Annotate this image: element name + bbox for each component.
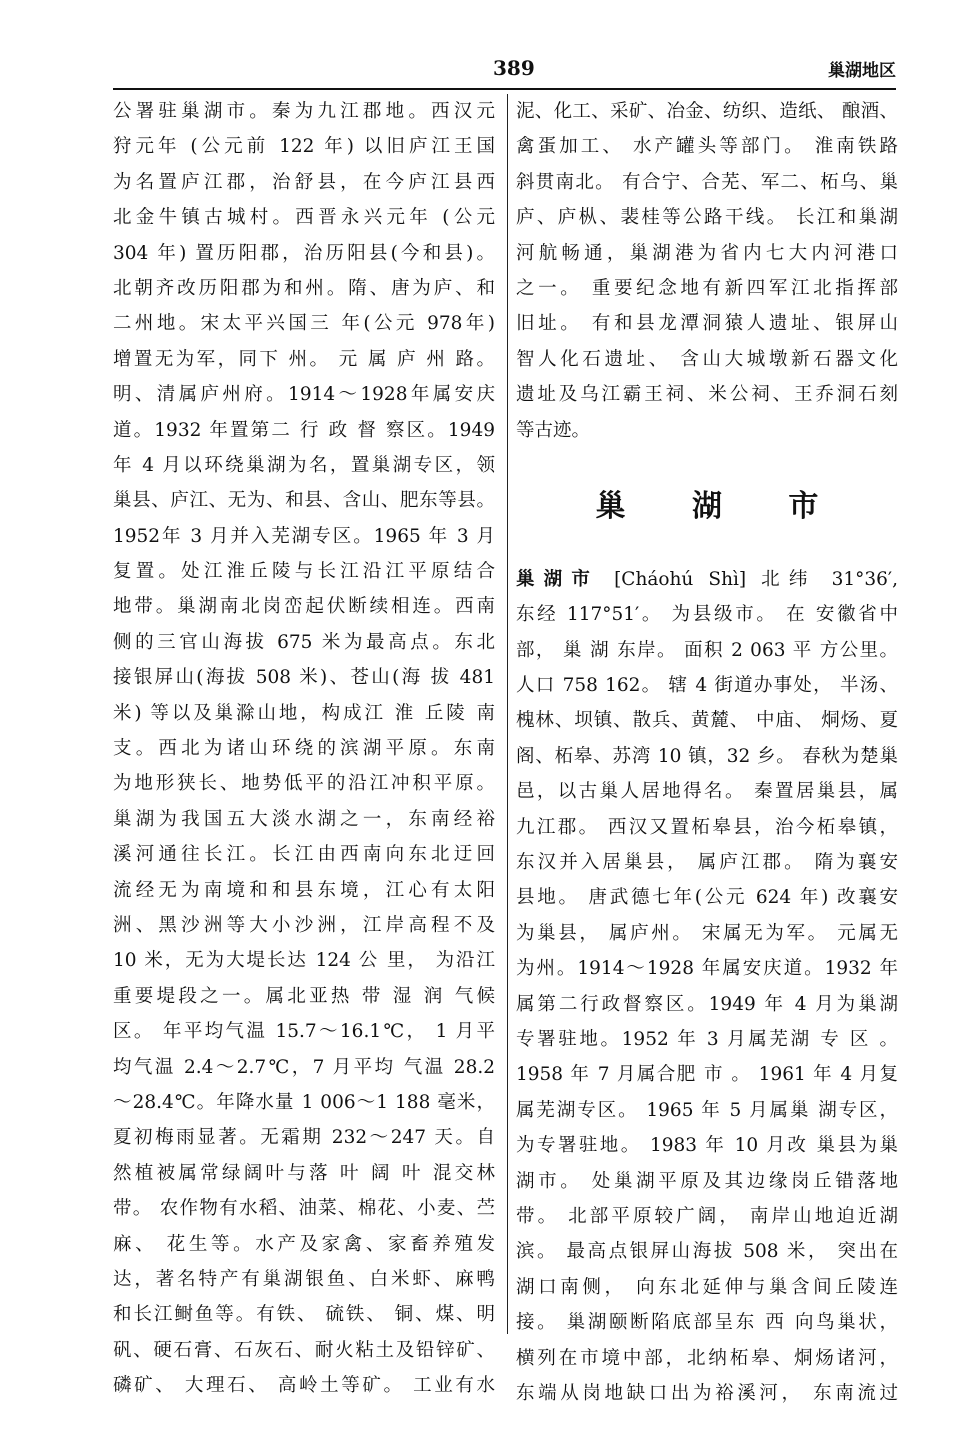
text-line: 九江郡。 西汉又置柘皋县，治今柘皋镇， [516, 816, 898, 838]
text-line: 人口 758 162。 辖 4 街道办事处， 半汤、 [516, 675, 898, 697]
text-line: 河航畅通，巢湖港为省内七大内河港口 [516, 242, 898, 264]
text-line: 矾、硬石膏、石灰石、耐火粘土及铅锌矿、 [113, 1339, 495, 1361]
text-line: 旧址。 有和县龙潭洞猿人遗址、银屏山 [516, 313, 898, 335]
text-line: 东经 117°51′。 为县级市。 在 安徽省中 [516, 604, 898, 626]
text-line: 巢湖为我国五大淡水湖之一，东南经裕 [113, 808, 495, 830]
text-line: 磷矿、 大理石、 高岭土等矿。 工业有水 [113, 1375, 495, 1397]
text-line: 湖市。 处巢湖平原及其边缘岗丘错落地 [516, 1170, 898, 1192]
text-line: 为巢县， 属庐州。 宋属无为军。 元属无 [516, 922, 898, 944]
text-line: 达，著名特产有巢湖银鱼、白米虾、麻鸭 [113, 1268, 495, 1290]
text-line: 属芜湖专区。 1965 年 5 月属巢 湖专区， [516, 1099, 898, 1121]
text-line: 明、清属庐州府。1914～1928年属安庆 [113, 384, 495, 406]
running-title: 巢湖地区 [828, 61, 896, 81]
text-line: 1952年 3 月并入芜湖专区。1965 年 3 月 [113, 525, 495, 547]
text-line: 泥、化工、采矿、冶金、纺织、造纸、 酿酒、 [516, 101, 898, 122]
text-line: 支。西北为诸山环绕的滨湖平原。东南 [113, 738, 495, 760]
text-line: 滨。 最高点银屏山海拔 508 米， 突出在 [516, 1241, 898, 1263]
text-line: 禽蛋加工、 水产罐头等部门。 淮南铁路 [516, 136, 898, 158]
text-line: 均气温 2.4～2.7℃，7 月平均 气温 28.2 [113, 1056, 495, 1078]
left-column [113, 94, 495, 1397]
entry-headword: 巢湖市 [516, 568, 600, 590]
text-line: 侧的三官山海拔 675 米为最高点。东北 [113, 631, 495, 653]
text-line: 斜贯南北。 有合宁、合芜、军二、柘乌、巢 [516, 171, 898, 193]
page-header [113, 56, 896, 86]
text-line: 巢县、庐江、无为、和县、含山、肥东等县。 [113, 490, 495, 512]
text-line: 洲、黑沙洲等大小沙洲，江岸高程不及 [113, 914, 495, 936]
text-line: 横列在市境中部，北纳柘皋、烔炀诸河， [516, 1347, 898, 1369]
text-line: 304 年) 置历阳郡，治历阳县(今和县)。 [113, 242, 495, 264]
text-line: 地带。巢湖南北岗峦起伏断续相连。西南 [113, 596, 495, 618]
text-line: 1958 年 7 月属合肥 市 。 1961 年 4 月复 [516, 1064, 898, 1086]
text-line: 接银屏山(海拔 508 米)、苍山(海 拔 481 [113, 667, 495, 689]
text-line: 然植被属常绿阔叶与落 叶 阔 叶 混交林 [113, 1162, 495, 1184]
text-line: 为州。1914～1928 年属安庆道。1932 年 [516, 958, 898, 980]
text-line: 道。1932 年置第二 行 政 督 察区。1949 [113, 419, 495, 441]
header-rule [113, 88, 896, 90]
text-line: 湖口南侧， 向东北延伸与巢含间丘陵连 [516, 1276, 898, 1298]
text-line: 带。 农作物有水稻、油菜、棉花、小麦、苎 [113, 1198, 495, 1220]
text-line: ～28.4℃。年降水量 1 006～1 188 毫米， [113, 1091, 495, 1113]
text-line: 带。 北部平原较广阔， 南岸山地迫近湖 [516, 1205, 898, 1227]
text-line: 邑，以古巢人居地得名。 秦置居巢县，属 [516, 781, 898, 803]
text-line: 等古迹。 [516, 419, 591, 441]
text-line: 夏初梅雨显著。无霜期 232～247 天。自 [113, 1127, 495, 1149]
text-line: 和长江鲥鱼等。有铁、 硫铁、 铜、煤、明 [113, 1304, 495, 1326]
text-line: 为地形狭长、地势低平的沿江冲积平原。 [113, 773, 495, 795]
text-line: 区。 年平均气温 15.7～16.1℃， 1 月平 [113, 1021, 495, 1043]
text-line: 二州地。宋太平兴国三 年(公元 978年) [113, 313, 495, 335]
text-line: 北金牛镇古城村。西晋永兴元年 (公元 [113, 207, 495, 229]
text-line: 庐、庐枞、裴桂等公路干线。 长江和巢湖 [516, 207, 898, 229]
entry-chaohu-city [516, 562, 898, 1411]
text-line: 公署驻巢湖市。秦为九江郡地。西汉元 [113, 101, 495, 122]
text-line: 为名置庐江郡，治舒县，在今庐江县西 [113, 171, 495, 193]
text-line: 接。 巢湖颐断陷底部呈东 西 向鸟巢状， [516, 1312, 898, 1334]
page-number: 389 [493, 56, 535, 80]
text-line: 阁、柘皋、苏湾 10 镇，32 乡。 春秋为楚巢 [516, 745, 898, 767]
text-line: 槐林、坝镇、散兵、黄麓、 中庙、 烔炀、夏 [516, 710, 898, 732]
text-line: 溪河通往长江。长江由西南向东北迂回 [113, 844, 495, 866]
text-line: 部， 巢 湖 东岸。 面积 2 063 平 方公里。 [516, 639, 898, 661]
text-line: 复置。处江淮丘陵与长江沿江平原结合 [113, 561, 495, 583]
right-column-continuation [516, 94, 898, 448]
text-line: 为专署驻地。 1983 年 10 月改 巢县为巢 [516, 1135, 898, 1157]
text-line: 狩元年 (公元前 122 年) 以旧庐江王国 [113, 136, 495, 158]
text-line: 北朝齐改历阳郡为和州。隋、唐为庐、和 [113, 277, 495, 299]
text-line: 东汉并入居巢县， 属庐江郡。 隋为襄安 [516, 852, 898, 874]
text-line: 县地。 唐武德七年(公元 624 年) 改襄安 [516, 887, 898, 909]
text-line: 流经无为南境和和县东境，江心有太阳 [113, 879, 495, 901]
text-line: 巢湖市 [Cháohú Shì] 北纬 31°36′, [516, 568, 898, 590]
right-column [516, 94, 898, 1411]
column-divider [507, 94, 508, 1334]
text-line: 东端从岗地缺口出为裕溪河， 东南流过 [516, 1382, 898, 1404]
text-line: 年 4 月以环绕巢湖为名，置巢湖专区，领 [113, 454, 495, 476]
text-line: 10 米，无为大堤长达 124 公 里， 为沿江 [113, 950, 495, 972]
text-line: 遗址及乌江霸王祠、米公祠、王乔洞石刻 [516, 384, 898, 406]
text-line: 麻、 花生等。水产及家禽、家畜养殖发 [113, 1233, 495, 1255]
text-line: 智人化石遗址、 含山大城墩新石器文化 [516, 348, 898, 370]
text-line: 之一。 重要纪念地有新四军江北指挥部 [516, 277, 898, 299]
text-line: 米) 等以及巢滁山地，构成江 淮 丘陵 南 [113, 702, 495, 724]
text-line: 重要堤段之一。属北亚热 带 湿 润 气候 [113, 985, 495, 1007]
text-line: 专署驻地。1952 年 3 月属芜湖 专 区 。 [516, 1028, 898, 1050]
section-title: 巢 湖 市 [595, 488, 847, 524]
text-line: 属第二行政督察区。1949 年 4 月为巢湖 [516, 993, 898, 1015]
text-line: 增置无为军，同下 州。 元 属 庐 州 路。 [113, 348, 495, 370]
